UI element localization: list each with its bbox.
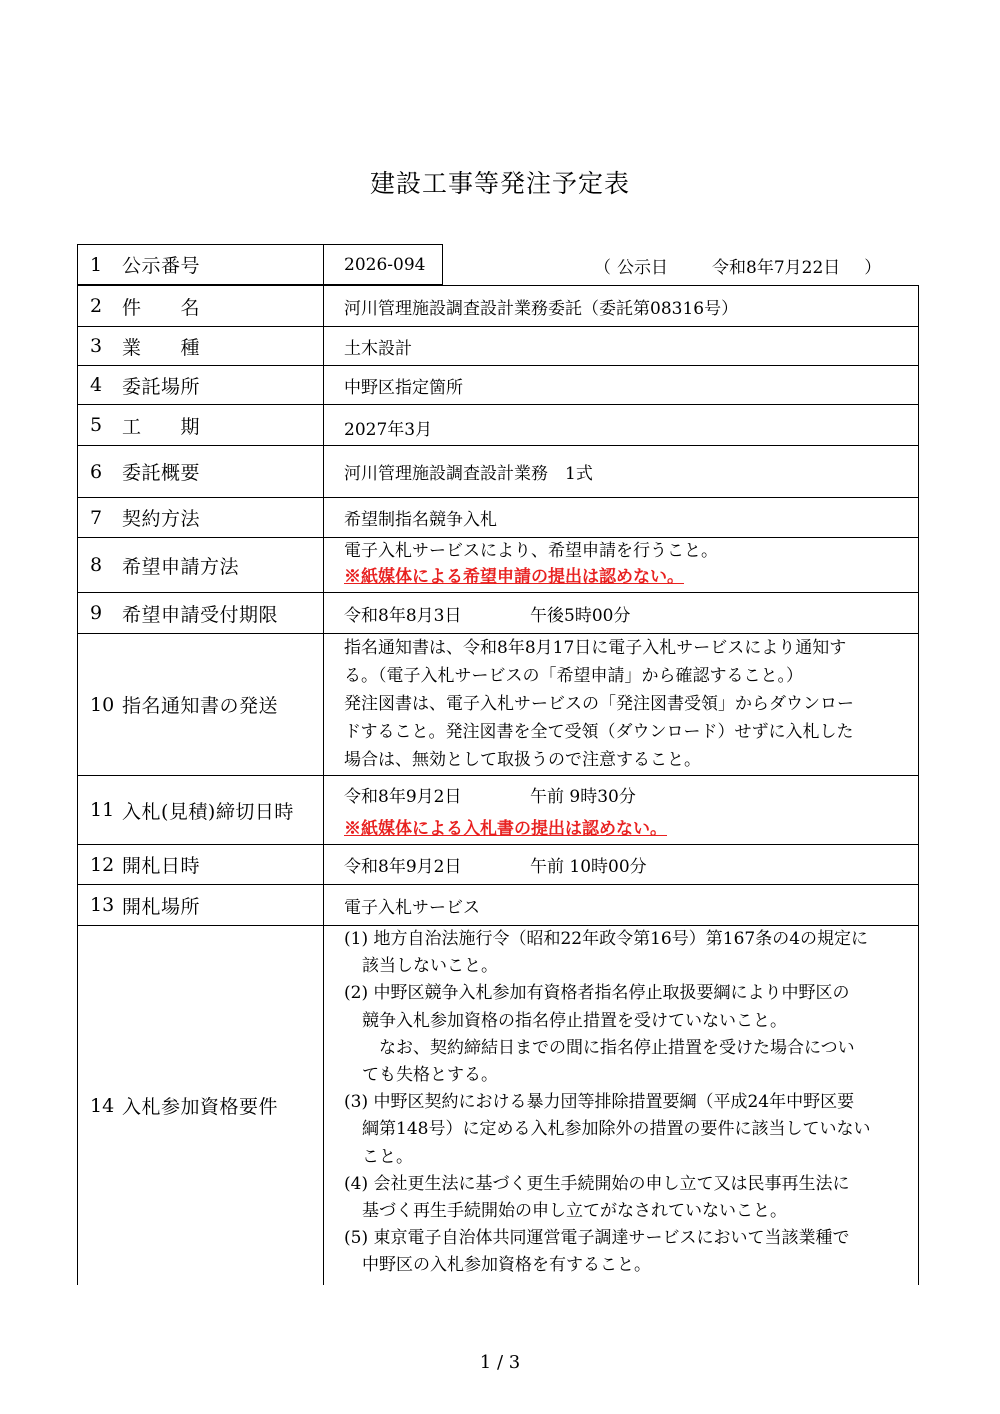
requirement-line: (5) 東京電子自治体共同運営電子調達サービスにおいて当該業種で: [344, 1228, 850, 1249]
notice-number: [323, 244, 443, 285]
notice-line: る。（電子入札サービスの「希望申請」から確認すること。）: [344, 666, 803, 686]
industry-value: 土木設計: [344, 338, 412, 359]
announce-label: 公示日: [617, 258, 668, 278]
row-number: 6: [90, 460, 103, 483]
notice-line: 発注図書は、電子入札サービスの「発注図書受領」からダウンロー: [344, 694, 854, 714]
row-label-text: 業 種: [122, 336, 201, 359]
row-number: 2: [90, 295, 103, 317]
deadline-date: 令和8年8月3日: [344, 605, 462, 626]
row-number: 12: [90, 853, 115, 876]
row-label: [77, 244, 324, 285]
paper-bid-not-accepted-note: ※紙媒体による入札書の提出は認めない。: [344, 819, 667, 839]
requirement-line: (4) 会社更生法に基づく更生手続開始の申し立て又は民事再生法に: [344, 1173, 850, 1194]
row-value: [323, 365, 919, 405]
row-label: [77, 884, 324, 926]
paren-open: （: [594, 258, 611, 278]
row-label-text: 開札日時: [122, 855, 201, 877]
row-value: [323, 497, 919, 538]
row-label-text: 希望申請方法: [122, 555, 240, 578]
period-value: 2027年3月: [344, 420, 433, 440]
page-number: 1 / 3: [479, 1352, 521, 1373]
notice-number-value: 2026-094: [344, 254, 426, 275]
row-label: [77, 365, 324, 405]
requirement-line: ても失格とする。: [362, 1065, 498, 1086]
row-number: 1: [90, 253, 103, 276]
requirement-line: 競争入札参加資格の指名停止措置を受けていないこと。: [362, 1010, 787, 1031]
row-number: 5: [90, 414, 103, 436]
paren-close: ）: [864, 258, 882, 278]
row-label: [77, 445, 324, 498]
row-label-text: 件 名: [122, 296, 201, 319]
row-value: [323, 592, 919, 634]
row-value: [323, 445, 919, 498]
notice-line: ドすること。発注図書を全て受領（ダウンロード）せずに入札した: [344, 722, 854, 742]
application-method-text: 電子入札サービスにより、希望申請を行うこと。: [344, 541, 718, 561]
row-label: [77, 326, 324, 366]
requirement-line: (3) 中野区契約における暴力団等排除措置要綱（平成24年中野区要: [344, 1092, 855, 1113]
row-number: 7: [90, 506, 103, 529]
opening-date: 令和8年9月2日: [344, 857, 462, 877]
row-label-text: 開札場所: [122, 895, 201, 918]
row-value: [323, 775, 919, 845]
row-label-text: 指名通知書の発送: [122, 695, 279, 717]
row-label-text: 入札(見積)締切日時: [122, 800, 294, 823]
overview-value: 河川管理施設調査設計業務 1式: [344, 464, 593, 484]
row-value: [323, 404, 919, 446]
deadline-time: 午後5時00分: [530, 605, 631, 626]
row-value: [323, 884, 919, 926]
row-value: [323, 326, 919, 366]
row-number: 13: [90, 894, 115, 916]
row-label: [77, 844, 324, 885]
opening-time: 午前 10時00分: [530, 857, 647, 877]
row-label-text: 委託概要: [122, 462, 201, 484]
contract-method-value: 希望制指名競争入札: [344, 510, 497, 530]
announce-date: [520, 245, 920, 286]
requirement-line: 中野区の入札参加資格を有すること。: [362, 1255, 651, 1276]
notice-line: 場合は、無効として取扱うので注意すること。: [344, 750, 701, 770]
bid-deadline-date: 令和8年9月2日: [344, 787, 462, 807]
row-number: 8: [90, 554, 103, 576]
row-number: 9: [90, 602, 103, 624]
announce-date-value: 令和8年7月22日: [712, 258, 841, 278]
requirement-line: 綱第148号）に定める入札参加除外の措置の要件に該当していない: [362, 1119, 871, 1140]
row-value: [323, 844, 919, 885]
requirement-line: 該当しないこと。: [362, 956, 498, 977]
row-label-text: 公示番号: [122, 255, 201, 277]
row-label-text: 入札参加資格要件: [122, 1096, 279, 1118]
row-label: [77, 925, 324, 1285]
requirement-line: 基づく再生手続開始の申し立てがなされていないこと。: [362, 1201, 787, 1222]
row-number: 10: [90, 693, 115, 716]
location-value: 中野区指定箇所: [344, 377, 463, 398]
requirement-line: なお、契約締結日までの間に指名停止措置を受けた場合につい: [362, 1037, 855, 1058]
row-label-text: 契約方法: [122, 508, 201, 530]
opening-place-value: 電子入札サービス: [344, 897, 480, 918]
row-number: 11: [90, 799, 115, 821]
requirement-line: (2) 中野区競争入札参加有資格者指名停止取扱要綱により中野区の: [344, 983, 850, 1004]
row-label-text: 委託場所: [122, 375, 201, 398]
requirement-line: こと。: [362, 1146, 413, 1167]
row-value: [323, 285, 919, 327]
requirement-line: (1) 地方自治法施行令（昭和22年政令第16号）第167条の4の規定に: [344, 929, 869, 949]
row-value: [323, 925, 919, 1285]
row-label: [77, 592, 324, 634]
page-title: 建設工事等発注予定表: [369, 169, 630, 198]
row-label: [77, 775, 324, 845]
row-label: [77, 633, 324, 776]
row-label: [77, 285, 324, 327]
subject-value: 河川管理施設調査設計業務委託（委託第08316号）: [344, 298, 739, 319]
row-value: [323, 633, 919, 776]
row-number: 4: [90, 374, 103, 396]
row-value: [323, 537, 919, 593]
paper-not-accepted-note: ※紙媒体による希望申請の提出は認めない。: [344, 567, 684, 587]
row-label: [77, 404, 324, 446]
row-label: [77, 497, 324, 538]
row-label-text: 工 期: [122, 415, 201, 438]
row-label-text: 希望申請受付期限: [122, 603, 279, 626]
row-label: [77, 537, 324, 593]
row-number: 14: [90, 1094, 115, 1117]
notice-line: 指名通知書は、令和8年8月17日に電子入札サービスにより通知す: [344, 638, 847, 658]
row-number: 3: [90, 335, 103, 357]
bid-deadline-time: 午前 9時30分: [530, 787, 636, 807]
